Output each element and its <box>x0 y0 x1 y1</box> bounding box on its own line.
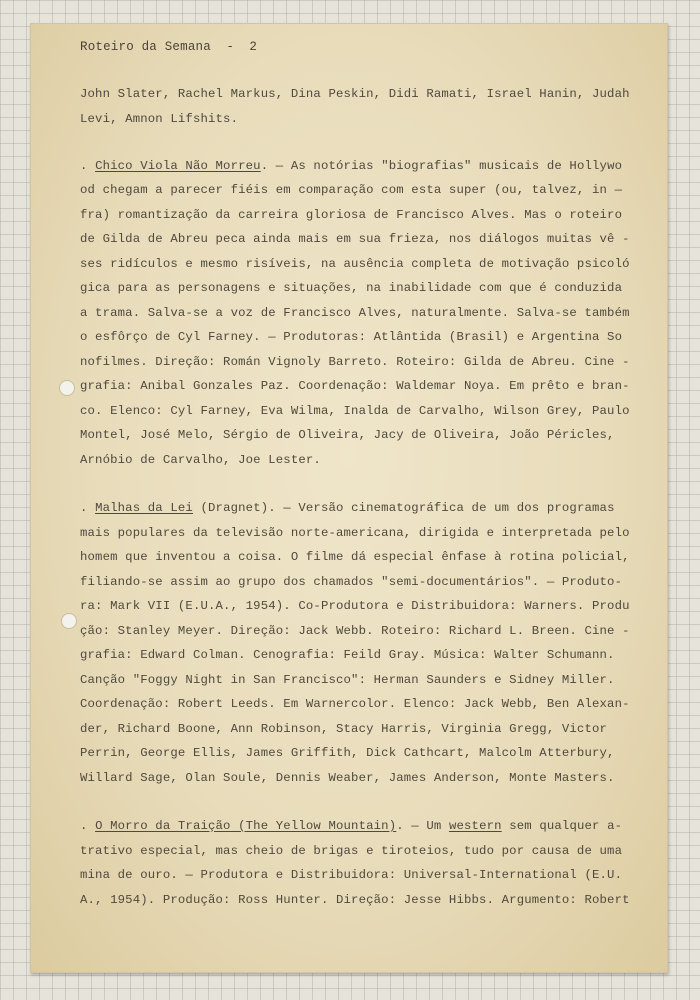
punch-hole-bottom <box>61 613 77 629</box>
review-2-line: ção: Stanley Meyer. Direção: Jack Webb. Roteiro: Richard L. Breen. Cine - <box>80 623 630 638</box>
review-1-line: gica para as personagens e situações, na inabilidade com que é conduzida <box>80 281 623 295</box>
review-3-genre: western <box>448 819 502 833</box>
review-2-line: ra: Mark VII (E.U.A., 1954). Co-Produtora e Distribuidora: Warners. Produ <box>80 599 630 613</box>
review-3-line: sem qualquer a- <box>501 819 623 833</box>
paragraph-gap <box>80 131 640 154</box>
review-1-line: Arnóbio de Carvalho, Joe Lester. <box>80 452 321 467</box>
review-1-line: fra) romantização da carreira gloriosa de Francisco Alves. Mas o roteiro <box>80 207 623 222</box>
review-2-line: grafia: Edward Colman. Cenografia: Feild Gray. Música: Walter Schumann. <box>80 648 615 662</box>
paragraph-gap <box>80 790 640 814</box>
review-1-title: Chico Viola Não Morreu <box>95 158 261 173</box>
review-3-first-line: . O Morro da Traição (The Yellow Mountain). — Um western sem qualquer a- <box>80 819 623 833</box>
paragraph-gap <box>80 472 640 496</box>
review-2-line: homem que inventou a coisa. O filme dá especial ênfase à rotina policial, <box>80 550 630 564</box>
review-2-line: (Dragnet). — Versão cinematográfica de um dos programas <box>192 501 615 515</box>
review-2-line: mais populares da televisão norte-americana, dirigida e interpretada pelo <box>80 525 630 540</box>
review-1-line: nofilmes. Direção: Román Vignoly Barreto. Roteiro: Gilda de Abreu. Cine - <box>80 354 630 369</box>
intro-line: Levi, Amnon Lifshits. <box>80 111 239 126</box>
review-2-line: Perrin, George Ellis, James Griffith, Dick Cathcart, Malcolm Atterbury, <box>80 746 615 760</box>
review-3-line: . — Um <box>396 819 449 833</box>
review-1-line: od chegam a parecer fiéis em comparação com esta super (ou, talvez, in — <box>80 183 623 197</box>
review-1-first-line: . Chico Viola Não Morreu. — As notórias "biografias" musicais de Hollywo <box>80 158 623 173</box>
review-1-line: ses ridículos e mesmo risíveis, na ausência completa de motivação psicoló <box>80 256 630 271</box>
review-2-first-line: . Malhas da Lei (Dragnet). — Versão cinematográfica de um dos programas <box>80 501 615 515</box>
review-2-line: Coordenação: Robert Leeds. Em Warnercolor. Elenco: Jack Webb, Ben Alexan- <box>80 697 630 711</box>
review-3-title: O Morro da Traição (The Yellow Mountain) <box>95 819 397 833</box>
review-1-line: grafia: Anibal Gonzales Paz. Coordenação: Waldemar Noya. Em prêto e bran- <box>80 379 630 393</box>
intro-line: John Slater, Rachel Markus, Dina Peskin, Didi Ramati, Israel Hanin, Judah <box>80 87 630 101</box>
review-2-line: filiando-se assim ao grupo dos chamados "semi-documentários". — Produto- <box>80 574 623 589</box>
review-3-line: mina de ouro. — Produtora e Distribuidora: Universal-International (E.U. <box>80 868 623 882</box>
review-1-line: de Gilda de Abreu peca ainda mais em sua frieza, nos diálogos muitas vê - <box>80 232 630 246</box>
review-3-line: A., 1954). Produção: Ross Hunter. Direção: Jesse Hibbs. Argumento: Robert <box>80 892 630 907</box>
page-header: Roteiro da Semana - 2 <box>80 40 258 54</box>
review-2-line: der, Richard Boone, Ann Robinson, Stacy Harris, Virginia Gregg, Victor <box>80 721 608 736</box>
review-2-line: Willard Sage, Olan Soule, Dennis Weaber, James Anderson, Monte Masters. <box>80 770 615 785</box>
review-1-line: Montel, José Melo, Sérgio de Oliveira, Jacy de Oliveira, João Péricles, <box>80 428 615 442</box>
typewritten-sheet <box>30 23 668 973</box>
review-2-title: Malhas da Lei <box>95 501 193 515</box>
review-1-line: . — As notórias "biografias" musicais de Hollywo <box>260 158 623 173</box>
review-1-line: co. Elenco: Cyl Farney, Eva Wilma, Inalda de Carvalho, Wilson Grey, Paulo <box>80 403 630 418</box>
review-2-line: Canção "Foggy Night in San Francisco": Herman Saunders e Sidney Miller. <box>80 672 615 687</box>
review-1-line: a trama. Salva-se a voz de Francisco Alves, naturalmente. Salva-se também <box>80 305 630 320</box>
punch-hole-top <box>59 380 75 396</box>
document-body <box>80 82 640 912</box>
review-3-line: trativo especial, mas cheio de brigas e tiroteios, tudo por causa de uma <box>80 843 623 858</box>
review-1-line: o esfôrço de Cyl Farney. — Produtoras: Atlântida (Brasil) e Argentina So <box>80 330 623 344</box>
